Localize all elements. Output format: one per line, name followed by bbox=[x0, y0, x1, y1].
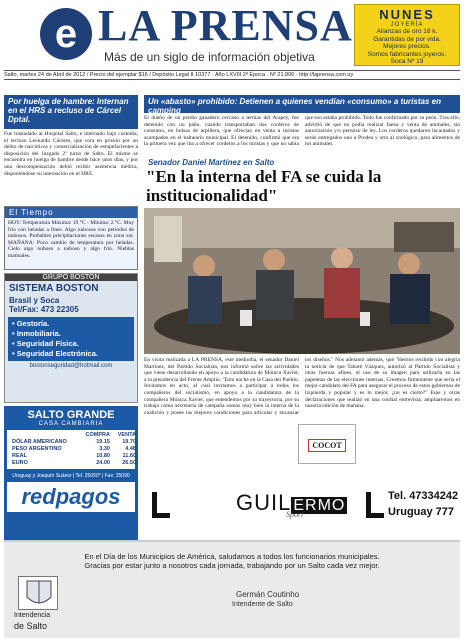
ad-guillermo-sport[interactable] bbox=[144, 486, 460, 524]
ad-nunes-line: Alianzas de oro 18 k. bbox=[376, 28, 438, 35]
exchange-sell: 4.48 bbox=[125, 446, 136, 452]
ad-intendencia-salto[interactable] bbox=[4, 540, 460, 638]
salto-address: Uruguay y Joaquín Suárez | Tel. 25090* | Fax: 25090 bbox=[12, 473, 130, 479]
ad-nunes-line: Soca Nº 19 bbox=[390, 58, 424, 65]
ad-logo-mark bbox=[152, 492, 170, 518]
exchange-row bbox=[10, 460, 138, 467]
weather-title: El Tiempo bbox=[5, 207, 137, 218]
ad-nunes-line: Somos fabricantes joyeros. bbox=[367, 50, 447, 58]
newspaper-logo: e bbox=[40, 8, 92, 60]
ad-nunes-line: Mejores precios. bbox=[383, 43, 431, 50]
exchange-row bbox=[10, 439, 138, 446]
footer-signer: Germán Coutinho bbox=[236, 590, 300, 599]
guil-brand-right: ERMO bbox=[293, 497, 346, 514]
exchange-buy: 3.30 bbox=[99, 446, 110, 452]
exchange-head-sell: VENTA bbox=[117, 432, 136, 438]
boston-service-item: • Seguridad Electrónica. bbox=[12, 349, 98, 358]
ad-cocot[interactable] bbox=[298, 424, 356, 464]
boston-services bbox=[8, 317, 134, 361]
exchange-buy: 19.15 bbox=[96, 439, 110, 445]
weather-body: HOY: Temperatura Máxima: 19 °C - Mínima: 2 °C. Muy frío con heladas a fines. Algo nubosos con períodos de nubosos. Probables precipitaciones escasas en zona sur. MAÑANA: Poco cambio de temperatura por heladas. Cielo algo nuboso a nuboso y algo frío. Nieblas matinales. bbox=[8, 220, 134, 259]
article-body: En visita realizada a LA PRENSA, este mediodía, el senador Daniel Martínez, del Partido Socialista, nos informó sobre las actividades que viene desarrollando en apoyo a la candidatura de Mónica Xavier, a la presidencia del Frente Amplio. "Esta noche en la Casa del Pueblo. Invitamos en acto, al cual invitamos a participar a todos los compañeros del socialismo, en apoyo a la candidatura de la compañera Mónica Xavier, que entendemos por su trayectoria, por su trabajo como secretaria de campaña somos muy bien la interna de la coalición y posee las mejores condiciones para articular y encauzar los diseños." Nos adelantó además, que "Hemos recibido con alegría la noticia de que Tabaré Vázquez, autorizó al Partido Socialista y otras fuerzas afines, el uso de su imagen para utilizarla en las papeletas de las elecciones internas. Creemos firmemente que sería el mejor candidato del FA para asegurar el proceso de estos gobiernos de izquierda y popular y es lo mejor, ¿no es cierto?" Esas y otras declaraciones que realizó en una cordial entrevista, ampliaremos en nuestra edición de mañana. bbox=[144, 357, 460, 416]
exchange-buy: 10.80 bbox=[96, 453, 110, 459]
guil-address: Uruguay 777 bbox=[388, 506, 455, 518]
guil-brand-left: GUIL bbox=[236, 490, 292, 515]
ad-logo-mark bbox=[366, 492, 384, 518]
ad-nunes-tag: JOYERÍA bbox=[390, 22, 424, 28]
left-story-header[interactable]: Por huelga de hambre: Internan en el HRS a recluso de Cárcel Dptal. bbox=[4, 95, 138, 129]
newspaper-title: LA PRENSA bbox=[98, 1, 353, 50]
ad-salto-grande[interactable] bbox=[4, 406, 138, 540]
photo-illustration bbox=[144, 208, 460, 354]
center-story-body: El dueño de un predio ganadero cercano a termas del Arapey, fue detenido con un paño, cuando transportaban dos corderos de consumo, en bolsas de arpillera, que ofrecían en venta a turistas acampados en el balneario municipal. El detenido, confirmó que era la primera vez que iba a ofrecer corderos a los turistas y que no sabía que eso estaba prohibido. Todo fue confirmado por su peón. Tras ello, advirtió de que no podía realizar faena y venta de animales, sin autorización y/o permiso de ley. Los corderos quedaron incautados y serán entregados uno a Prodea y otro al zoológico, para alimentos de los animales. bbox=[144, 115, 460, 148]
exchange-currency: EURO bbox=[12, 460, 28, 466]
exchange-head-buy: COMPRA bbox=[85, 432, 110, 438]
boston-header: GRUPO BOSTON bbox=[5, 274, 137, 281]
footer-line-2: Gracias por estar junto a nosotros cada jornada, trabajando por un Salto cada vez mejor. bbox=[84, 561, 380, 570]
footer-signer-title: Intendente de Salto bbox=[232, 601, 293, 608]
weather-box bbox=[4, 206, 138, 270]
cocot-logo: COCOT bbox=[308, 439, 345, 452]
exchange-currency: REAL bbox=[12, 453, 27, 459]
redpagos-logo: redpagos bbox=[21, 484, 121, 509]
ad-grupo-boston[interactable] bbox=[4, 273, 138, 403]
article-headline[interactable]: "En la interna del FA se cuida la institucionalidad" bbox=[146, 167, 382, 205]
salto-title: SALTO GRANDE bbox=[27, 409, 115, 421]
exchange-row bbox=[10, 446, 138, 453]
salto-subtitle: CASA CAMBIARIA bbox=[38, 421, 104, 427]
exchange-buy: 24.00 bbox=[96, 460, 110, 466]
guil-sport: Sport bbox=[286, 510, 304, 519]
article-kicker: Senador Daniel Martínez en Salto bbox=[148, 158, 275, 167]
newspaper-subtitle: Más de un siglo de información objetiva bbox=[104, 50, 315, 64]
exchange-sell: 11.60 bbox=[122, 453, 136, 459]
footer-org-small: Intendencia bbox=[14, 612, 51, 619]
exchange-sell: 26.50 bbox=[122, 460, 136, 466]
footer-line-1: En el Día de los Municipios de América, saludamos a todos los funcionarios municipales. bbox=[84, 552, 380, 561]
ad-nunes-line: Garantidas de por vida. bbox=[373, 35, 441, 43]
left-story-body: Fue trasladado al Hospital Salto, e internado bajo custodia, el recluso Leonardo Cáceres, que cora en prisión por un delito de narcóticos y comercialización de estupefacientes a disposición del Juzgado 2º turno de Salto. El mismo se encuentra en huelga de hambre desde hace unos días, y por una descompensación debió recibir asistencia médica, disponiéndose su internación en el HRS. bbox=[4, 131, 138, 177]
boston-service-item: • Inmobiliaria. bbox=[12, 329, 61, 338]
ad-nunes-name: NUNES bbox=[379, 7, 435, 22]
boston-service-item: • Seguridad Física. bbox=[12, 339, 79, 348]
boston-tagline: Brasil y Soca bbox=[9, 296, 60, 305]
exchange-currency: PESO ARGENTINO bbox=[12, 446, 62, 452]
boston-phone: Tel/Fax: 473 22305 bbox=[9, 305, 79, 314]
exchange-currency: DÓLAR AMERICANO bbox=[12, 439, 67, 445]
guil-phone: Tel. 47334242 bbox=[388, 490, 459, 502]
edition-info-line: Salto, martes 24 de Abril de 2012 / Precio del ejemplar $16 / Depósito Legal II 10377 · Año LXVIII 2ª Época · Nº 21.806 · http://laprensa.com.uy bbox=[4, 70, 460, 80]
center-story-header[interactable]: Un «abasto» prohibido: Detienen a quienes vendían «consumo» a turistas en camping bbox=[144, 95, 460, 113]
exchange-sell: 19.70 bbox=[122, 439, 136, 445]
boston-brand: SISTEMA BOSTON bbox=[9, 283, 99, 294]
boston-email[interactable]: bostonseguridad@hotmail.com bbox=[29, 363, 113, 369]
ad-nunes-jewelry[interactable] bbox=[354, 4, 460, 66]
coat-of-arms-icon bbox=[18, 576, 58, 610]
footer-org-big: de Salto bbox=[14, 621, 48, 631]
exchange-table bbox=[10, 432, 138, 467]
boston-service-item: • Gestoría. bbox=[12, 319, 50, 328]
article-photo bbox=[144, 208, 460, 354]
exchange-row bbox=[10, 453, 138, 460]
